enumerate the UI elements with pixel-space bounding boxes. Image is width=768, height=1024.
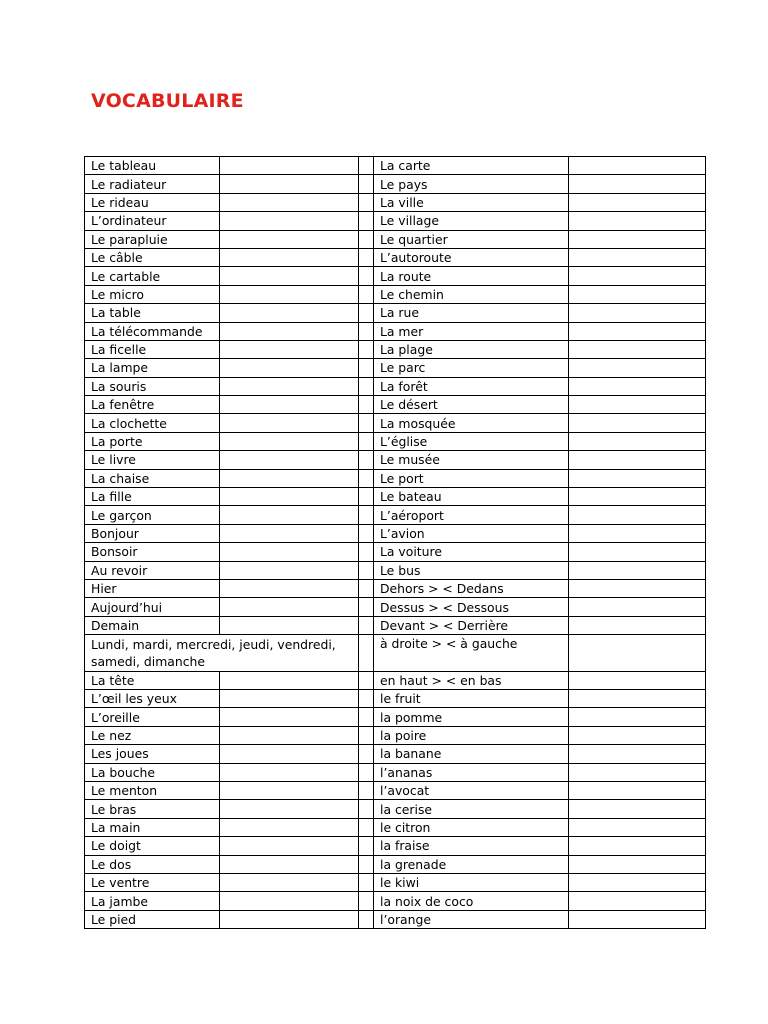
separator-cell (359, 763, 374, 781)
table-row (85, 763, 706, 781)
table-row (85, 322, 706, 340)
table-row (85, 469, 706, 487)
right-word-cell: L’autoroute (374, 248, 569, 266)
right-word-cell: à droite > < à gauche (374, 635, 569, 672)
right-blank-cell (569, 782, 706, 800)
vocabulary-table (84, 156, 706, 929)
table-row (85, 396, 706, 414)
right-word-cell: l’avocat (374, 782, 569, 800)
table-row (85, 690, 706, 708)
right-word-cell: Dessus > < Dessous (374, 598, 569, 616)
right-word-cell: La ville (374, 193, 569, 211)
table-row (85, 745, 706, 763)
left-blank-cell (220, 708, 359, 726)
separator-cell (359, 377, 374, 395)
separator-cell (359, 414, 374, 432)
table-row (85, 248, 706, 266)
left-blank-cell (220, 248, 359, 266)
left-blank-cell (220, 598, 359, 616)
left-blank-cell (220, 892, 359, 910)
page-title: VOCABULAIRE (91, 90, 244, 112)
separator-cell (359, 396, 374, 414)
right-blank-cell (569, 726, 706, 744)
separator-cell (359, 892, 374, 910)
left-word-cell: La chaise (85, 469, 220, 487)
left-word-cell: Le parapluie (85, 230, 220, 248)
left-word-cell: Les joues (85, 745, 220, 763)
right-word-cell: La route (374, 267, 569, 285)
left-word-cell: Le dos (85, 855, 220, 873)
table-row (85, 726, 706, 744)
right-blank-cell (569, 892, 706, 910)
left-blank-cell (220, 451, 359, 469)
left-word-cell: Au revoir (85, 561, 220, 579)
table-row (85, 175, 706, 193)
right-blank-cell (569, 175, 706, 193)
right-word-cell: la poire (374, 726, 569, 744)
left-word-cell: Le cartable (85, 267, 220, 285)
left-word-cell: La jambe (85, 892, 220, 910)
table-row (85, 561, 706, 579)
right-word-cell: Le village (374, 212, 569, 230)
left-blank-cell (220, 561, 359, 579)
table-row (85, 818, 706, 836)
right-word-cell: Le parc (374, 359, 569, 377)
table-row (85, 304, 706, 322)
separator-cell (359, 267, 374, 285)
table-row (85, 432, 706, 450)
separator-cell (359, 340, 374, 358)
left-word-cell: La ficelle (85, 340, 220, 358)
left-word-cell: L’œil les yeux (85, 690, 220, 708)
left-blank-cell (220, 726, 359, 744)
right-word-cell: La forêt (374, 377, 569, 395)
table-row (85, 414, 706, 432)
right-blank-cell (569, 230, 706, 248)
right-word-cell: l’ananas (374, 763, 569, 781)
right-blank-cell (569, 451, 706, 469)
separator-cell (359, 469, 374, 487)
right-blank-cell (569, 745, 706, 763)
left-blank-cell (220, 469, 359, 487)
right-blank-cell (569, 763, 706, 781)
separator-cell (359, 561, 374, 579)
left-blank-cell (220, 837, 359, 855)
right-blank-cell (569, 377, 706, 395)
left-blank-cell (220, 414, 359, 432)
right-word-cell: Le désert (374, 396, 569, 414)
right-word-cell: la pomme (374, 708, 569, 726)
vocabulary-table-body (85, 157, 706, 929)
right-blank-cell (569, 506, 706, 524)
left-blank-cell (220, 212, 359, 230)
right-word-cell: Le port (374, 469, 569, 487)
right-blank-cell (569, 248, 706, 266)
left-blank-cell (220, 818, 359, 836)
right-blank-cell (569, 488, 706, 506)
right-word-cell: Le musée (374, 451, 569, 469)
table-row (85, 451, 706, 469)
left-word-cell: Le livre (85, 451, 220, 469)
right-blank-cell (569, 432, 706, 450)
separator-cell (359, 745, 374, 763)
separator-cell (359, 690, 374, 708)
right-blank-cell (569, 579, 706, 597)
left-blank-cell (220, 432, 359, 450)
separator-cell (359, 285, 374, 303)
left-blank-cell (220, 855, 359, 873)
right-word-cell: l’orange (374, 910, 569, 928)
left-blank-cell (220, 322, 359, 340)
table-row (85, 855, 706, 873)
right-word-cell: Le bateau (374, 488, 569, 506)
left-word-cell: Le micro (85, 285, 220, 303)
left-blank-cell (220, 340, 359, 358)
right-word-cell: La mosquée (374, 414, 569, 432)
left-blank-cell (220, 193, 359, 211)
table-row (85, 488, 706, 506)
separator-cell (359, 212, 374, 230)
separator-cell (359, 635, 374, 672)
left-word-cell: Le ventre (85, 873, 220, 891)
right-word-cell: L’église (374, 432, 569, 450)
left-word-cell: La souris (85, 377, 220, 395)
right-blank-cell (569, 414, 706, 432)
separator-cell (359, 230, 374, 248)
right-blank-cell (569, 837, 706, 855)
left-word-cell: L’oreille (85, 708, 220, 726)
left-word-cell: Le tableau (85, 157, 220, 175)
table-row (85, 340, 706, 358)
left-blank-cell (220, 359, 359, 377)
right-blank-cell (569, 671, 706, 689)
separator-cell (359, 524, 374, 542)
right-blank-cell (569, 543, 706, 561)
separator-cell (359, 488, 374, 506)
right-blank-cell (569, 359, 706, 377)
left-word-cell: Le radiateur (85, 175, 220, 193)
separator-cell (359, 598, 374, 616)
separator-cell (359, 451, 374, 469)
table-row (85, 616, 706, 634)
table-row (85, 800, 706, 818)
separator-cell (359, 175, 374, 193)
right-blank-cell (569, 193, 706, 211)
right-blank-cell (569, 285, 706, 303)
left-blank-cell (220, 690, 359, 708)
separator-cell (359, 671, 374, 689)
right-blank-cell (569, 524, 706, 542)
right-word-cell: L’avion (374, 524, 569, 542)
left-word-cell: La porte (85, 432, 220, 450)
right-word-cell: Le pays (374, 175, 569, 193)
right-word-cell: la fraise (374, 837, 569, 855)
right-blank-cell (569, 322, 706, 340)
separator-cell (359, 708, 374, 726)
right-blank-cell (569, 561, 706, 579)
table-row (85, 873, 706, 891)
separator-cell (359, 506, 374, 524)
separator-cell (359, 543, 374, 561)
left-blank-cell (220, 175, 359, 193)
right-blank-cell (569, 340, 706, 358)
left-word-cell: Demain (85, 616, 220, 634)
right-blank-cell (569, 267, 706, 285)
left-word-cell: Bonsoir (85, 543, 220, 561)
right-blank-cell (569, 212, 706, 230)
right-word-cell: le fruit (374, 690, 569, 708)
left-word-cell: Le menton (85, 782, 220, 800)
table-row (85, 579, 706, 597)
right-word-cell: en haut > < en bas (374, 671, 569, 689)
left-blank-cell (220, 910, 359, 928)
right-word-cell: la noix de coco (374, 892, 569, 910)
left-blank-cell (220, 506, 359, 524)
left-blank-cell (220, 616, 359, 634)
table-row (85, 598, 706, 616)
left-word-cell: Le pied (85, 910, 220, 928)
left-blank-cell (220, 304, 359, 322)
right-word-cell: La carte (374, 157, 569, 175)
table-row (85, 267, 706, 285)
table-row (85, 782, 706, 800)
right-blank-cell (569, 690, 706, 708)
right-word-cell: La mer (374, 322, 569, 340)
left-word-cell: Le rideau (85, 193, 220, 211)
left-word-cell: La fille (85, 488, 220, 506)
left-blank-cell (220, 285, 359, 303)
separator-cell (359, 818, 374, 836)
table-row (85, 524, 706, 542)
left-blank-cell (220, 543, 359, 561)
table-row (85, 910, 706, 928)
separator-cell (359, 910, 374, 928)
separator-cell (359, 304, 374, 322)
separator-cell (359, 359, 374, 377)
right-word-cell: la grenade (374, 855, 569, 873)
right-blank-cell (569, 708, 706, 726)
table-row (85, 285, 706, 303)
left-word-cell: Le câble (85, 248, 220, 266)
separator-cell (359, 873, 374, 891)
left-blank-cell (220, 488, 359, 506)
table-row (85, 157, 706, 175)
table-row (85, 359, 706, 377)
left-word-cell: Le garçon (85, 506, 220, 524)
right-blank-cell (569, 873, 706, 891)
table-row (85, 230, 706, 248)
left-blank-cell (220, 745, 359, 763)
left-word-cell: La tête (85, 671, 220, 689)
table-row (85, 377, 706, 395)
left-word-cell: Aujourd’hui (85, 598, 220, 616)
table-row (85, 506, 706, 524)
table-row (85, 837, 706, 855)
separator-cell (359, 616, 374, 634)
left-blank-cell (220, 267, 359, 285)
left-word-cell: Hier (85, 579, 220, 597)
right-blank-cell (569, 469, 706, 487)
right-blank-cell (569, 855, 706, 873)
left-word-cell: La fenêtre (85, 396, 220, 414)
separator-cell (359, 193, 374, 211)
left-word-cell: Bonjour (85, 524, 220, 542)
left-blank-cell (220, 873, 359, 891)
right-blank-cell (569, 396, 706, 414)
table-row (85, 193, 706, 211)
right-blank-cell (569, 616, 706, 634)
right-blank-cell (569, 598, 706, 616)
left-word-cell: La main (85, 818, 220, 836)
left-word-cell: Le doigt (85, 837, 220, 855)
separator-cell (359, 837, 374, 855)
separator-cell (359, 800, 374, 818)
separator-cell (359, 782, 374, 800)
left-blank-cell (220, 763, 359, 781)
left-blank-cell (220, 671, 359, 689)
right-word-cell: la banane (374, 745, 569, 763)
left-word-cell: Lundi, mardi, mercredi, jeudi, vendredi, samedi, dimanche (85, 635, 359, 672)
left-word-cell: Le nez (85, 726, 220, 744)
right-word-cell: le kiwi (374, 873, 569, 891)
left-word-cell: La clochette (85, 414, 220, 432)
right-word-cell: Le quartier (374, 230, 569, 248)
right-word-cell: Le chemin (374, 285, 569, 303)
separator-cell (359, 157, 374, 175)
table-row (85, 708, 706, 726)
separator-cell (359, 726, 374, 744)
right-word-cell: la cerise (374, 800, 569, 818)
table-row (85, 671, 706, 689)
left-blank-cell (220, 524, 359, 542)
left-word-cell: Le bras (85, 800, 220, 818)
right-word-cell: Devant > < Derrière (374, 616, 569, 634)
separator-cell (359, 579, 374, 597)
right-blank-cell (569, 910, 706, 928)
right-word-cell: La rue (374, 304, 569, 322)
left-blank-cell (220, 396, 359, 414)
left-word-cell: L’ordinateur (85, 212, 220, 230)
left-word-cell: La table (85, 304, 220, 322)
left-blank-cell (220, 377, 359, 395)
table-row (85, 212, 706, 230)
left-blank-cell (220, 579, 359, 597)
separator-cell (359, 432, 374, 450)
left-word-cell: La lampe (85, 359, 220, 377)
left-word-cell: La télécommande (85, 322, 220, 340)
left-word-cell: La bouche (85, 763, 220, 781)
right-word-cell: le citron (374, 818, 569, 836)
separator-cell (359, 322, 374, 340)
left-blank-cell (220, 230, 359, 248)
right-blank-cell (569, 800, 706, 818)
right-blank-cell (569, 157, 706, 175)
separator-cell (359, 855, 374, 873)
right-blank-cell (569, 818, 706, 836)
table-row (85, 892, 706, 910)
right-word-cell: La voiture (374, 543, 569, 561)
right-blank-cell (569, 304, 706, 322)
left-blank-cell (220, 800, 359, 818)
table-row (85, 635, 706, 672)
table-row (85, 543, 706, 561)
right-word-cell: Dehors > < Dedans (374, 579, 569, 597)
separator-cell (359, 248, 374, 266)
left-blank-cell (220, 782, 359, 800)
right-word-cell: La plage (374, 340, 569, 358)
left-blank-cell (220, 157, 359, 175)
right-word-cell: L’aéroport (374, 506, 569, 524)
right-blank-cell (569, 635, 706, 672)
right-word-cell: Le bus (374, 561, 569, 579)
